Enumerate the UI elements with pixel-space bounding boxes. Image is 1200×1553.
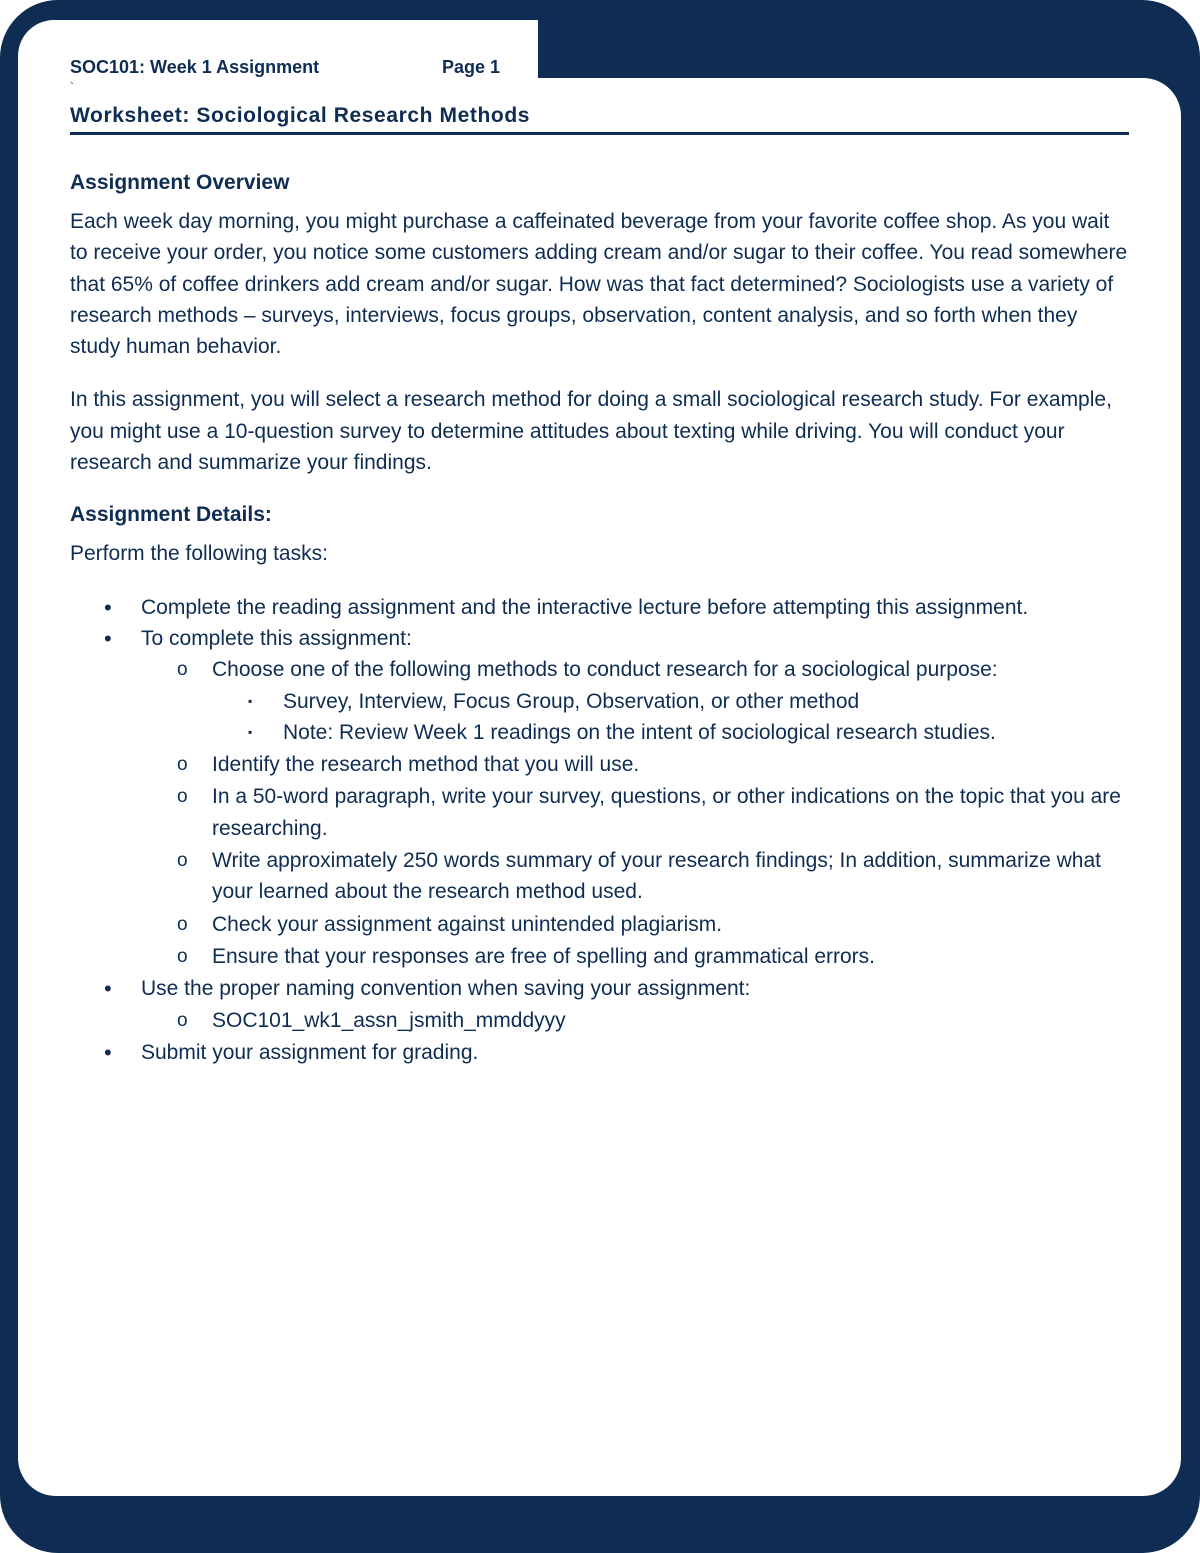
sub-sub-list xyxy=(212,686,1130,749)
sub-sub-list-item xyxy=(212,686,1130,717)
circle-marker: o xyxy=(177,659,188,681)
sub-list-item xyxy=(141,941,1130,972)
list-item xyxy=(70,592,1130,623)
sub-list-item-text: Identify the research method that you will use. xyxy=(212,753,640,777)
task-list xyxy=(70,592,1130,1068)
file-naming-example: SOC101_wk1_assn_jsmith_mmddyyy xyxy=(212,1008,566,1032)
list-item-text: Use the proper naming convention when saving your assignment: xyxy=(141,977,751,1001)
list-item-text: Complete the reading assignment and the interactive lecture before attempting this assignment. xyxy=(141,595,1029,619)
stray-mark: ` xyxy=(70,80,74,94)
sub-list xyxy=(141,1005,1130,1036)
bullet-marker: • xyxy=(104,625,112,651)
sub-list-item xyxy=(141,1005,1130,1036)
sub-sub-list-item-text: Note: Review Week 1 readings on the intent of sociological research studies. xyxy=(283,720,996,744)
sub-list xyxy=(141,654,1130,972)
details-intro: Perform the following tasks: xyxy=(70,542,328,566)
list-item-text: Submit your assignment for grading. xyxy=(141,1040,479,1064)
circle-marker: o xyxy=(177,754,188,776)
circle-marker: o xyxy=(177,786,188,808)
sub-sub-list-item-text: Survey, Interview, Focus Group, Observation, or other method xyxy=(283,689,860,713)
list-item-text: To complete this assignment: xyxy=(141,626,412,650)
bullet-marker: • xyxy=(104,1039,112,1065)
sub-list-item xyxy=(141,845,1130,908)
circle-marker: o xyxy=(177,1009,188,1031)
bullet-marker: • xyxy=(104,594,112,620)
square-marker: ▪ xyxy=(248,693,253,708)
page-number: Page 1 xyxy=(442,57,501,77)
overview-paragraph-1: Each week day morning, you might purchase a caffeinated beverage from your favorite coffee shop. As you wait to receive your order, you notice some customers adding cream and/or sugar to their coffee. You read somewhere that 65% of coffee drinkers add cream and/or sugar. How was that fact determined? Sociologists use a variety of research methods – surveys, interviews, focus groups, observation, content analysis, and so forth when they study human behavior. xyxy=(70,210,1128,359)
worksheet-title: Worksheet: Sociological Research Methods xyxy=(70,104,531,127)
sub-list-item xyxy=(141,749,1130,780)
bullet-marker: • xyxy=(104,976,112,1002)
sub-list-item xyxy=(141,654,1130,748)
square-marker: ▪ xyxy=(248,724,253,739)
circle-marker: o xyxy=(177,913,188,935)
list-item xyxy=(70,1037,1130,1068)
sub-sub-list-item xyxy=(212,717,1130,748)
list-item xyxy=(70,973,1130,1036)
sub-list-item-text: Write approximately 250 words summary of your research findings; In addition, summarize what your learned about the research method used. xyxy=(212,849,1101,904)
sub-list-item-text: Choose one of the following methods to conduct research for a sociological purpose: xyxy=(212,658,998,682)
overview-paragraph-2: In this assignment, you will select a research method for doing a small sociological research study. For example, you might use a 10-question survey to determine attitudes about texting while driving. You will conduct your research and summarize your findings. xyxy=(70,388,1112,475)
course-header: SOC101: Week 1 Assignment xyxy=(70,57,320,77)
overview-heading: Assignment Overview xyxy=(70,171,290,194)
title-divider xyxy=(70,132,1129,135)
sub-list-item xyxy=(141,781,1130,844)
sub-list-item-text: Check your assignment against unintended plagiarism. xyxy=(212,912,723,936)
sub-list-item-text: In a 50-word paragraph, write your survey, questions, or other indications on the topic that you are researching. xyxy=(212,785,1121,840)
sub-list-item-text: Ensure that your responses are free of spelling and grammatical errors. xyxy=(212,944,875,968)
sub-list-item xyxy=(141,909,1130,940)
circle-marker: o xyxy=(177,850,188,872)
details-heading: Assignment Details: xyxy=(70,503,272,527)
document-body xyxy=(70,168,1130,1068)
list-item xyxy=(70,623,1130,972)
circle-marker: o xyxy=(177,945,188,967)
